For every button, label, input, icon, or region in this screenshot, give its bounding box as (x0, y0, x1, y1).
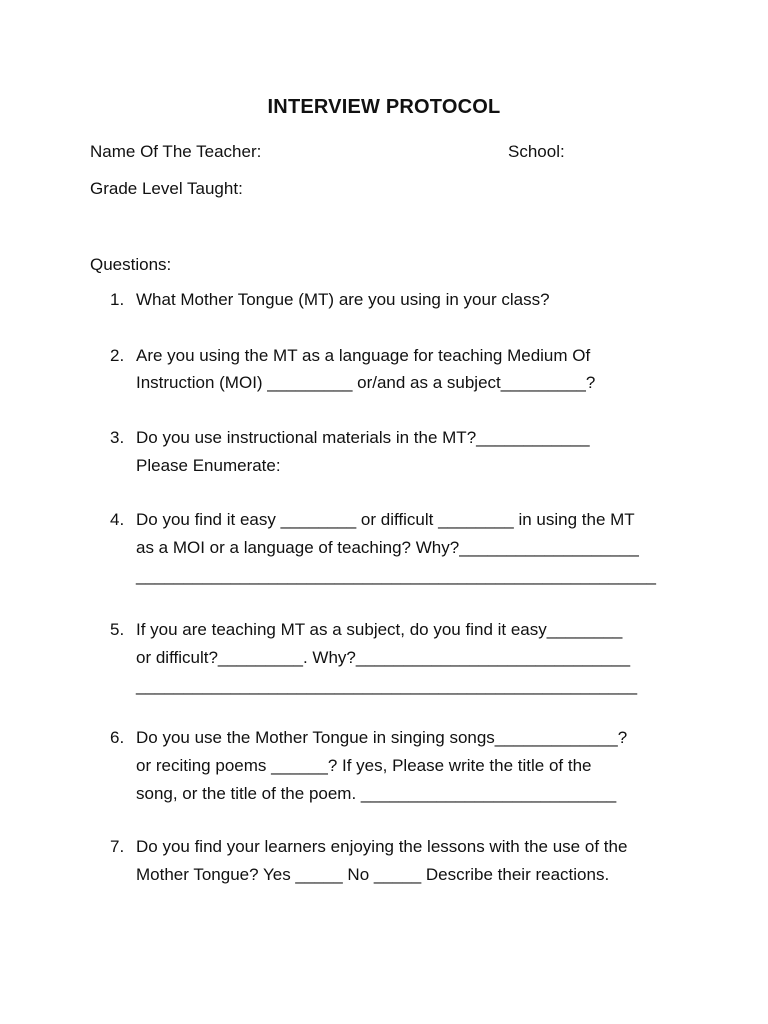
question-text-line: Are you using the MT as a language for teaching Medium Of (136, 346, 591, 365)
question-text-line: Instruction (MOI) _________ or/and as a subject_________? (136, 373, 596, 392)
question-text-line: as a MOI or a language of teaching? Why?___________________ (136, 538, 639, 557)
question-number: 7. (110, 837, 125, 856)
question-text-line: If you are teaching MT as a subject, do you find it easy________ (136, 620, 623, 639)
question-text-line: Mother Tongue? Yes _____ No _____ Describe their reactions. (136, 865, 610, 884)
question-number: 2. (110, 346, 125, 365)
question-number: 5. (110, 620, 125, 639)
question-text-line: or reciting poems ______? If yes, Please write the title of the (136, 756, 592, 775)
question-text-line: song, or the title of the poem. ___________________________ (136, 784, 617, 803)
question-text-line: Do you use instructional materials in the MT?____________ (136, 428, 590, 447)
question-text-line: _____________________________________________________ (136, 676, 638, 695)
teacher-name-label: Name Of The Teacher: (90, 142, 262, 161)
school-label: School: (508, 142, 565, 161)
question-text-line: Do you find your learners enjoying the lessons with the use of the (136, 837, 628, 856)
question-text-line: _______________________________________________________ (136, 566, 657, 585)
questions-heading: Questions: (90, 255, 172, 274)
question-text-line: Please Enumerate: (136, 456, 281, 475)
question-number: 1. (110, 290, 125, 309)
question-text-line: or difficult?_________. Why?_____________________________ (136, 648, 631, 667)
question-text-line: What Mother Tongue (MT) are you using in your class? (136, 290, 550, 309)
question-text-line: Do you use the Mother Tongue in singing songs_____________? (136, 728, 628, 747)
document-title: INTERVIEW PROTOCOL (267, 96, 501, 118)
grade-level-label: Grade Level Taught: (90, 179, 243, 198)
question-number: 3. (110, 428, 125, 447)
question-number: 4. (110, 510, 125, 529)
question-text-line: Do you find it easy ________ or difficult ________ in using the MT (136, 510, 635, 529)
question-number: 6. (110, 728, 125, 747)
